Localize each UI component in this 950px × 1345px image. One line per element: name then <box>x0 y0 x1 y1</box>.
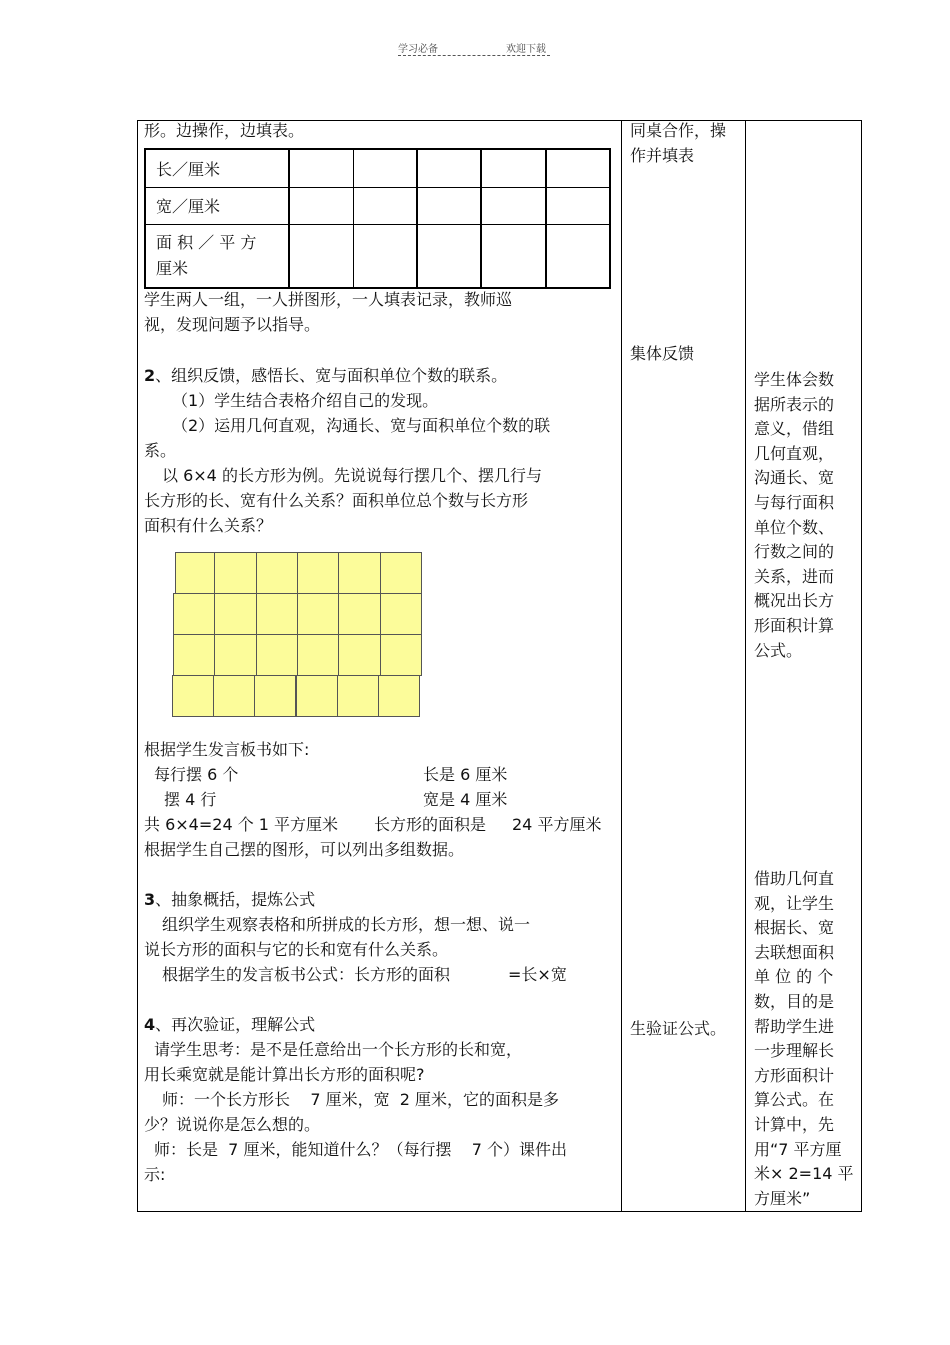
board-intro: 根据学生发言板书如下: <box>144 740 310 759</box>
unit-square <box>297 634 339 676</box>
column-divider-2 <box>745 121 746 1211</box>
column-divider-1 <box>621 121 622 1211</box>
row-label-width: 宽／厘米 <box>145 187 289 224</box>
unit-square <box>256 593 298 635</box>
table-cell <box>546 187 610 224</box>
section-4-heading <box>144 1013 315 1037</box>
unit-square <box>296 675 338 717</box>
col3-line: 借助几何直 <box>754 869 835 888</box>
board-per-row: 每行摆 6 个 <box>154 765 239 784</box>
table-cell <box>481 187 545 224</box>
col1-line0: 形。边操作，边填表。 <box>144 121 305 140</box>
unit-square <box>338 634 380 676</box>
fill-in-table <box>144 148 611 289</box>
section-4-line-4: 少？说说你是怎么想的。 <box>144 1115 321 1134</box>
board-total: 共 6×4=24 个 1 平方厘米 <box>144 815 339 834</box>
col3-line: 据所表示的 <box>754 394 835 414</box>
col3-line: 学生体会数 <box>754 370 835 389</box>
board-length: 长是 6 厘米 <box>423 765 508 784</box>
para-group-work-cont: 视，发现问题予以指导。 <box>144 315 321 334</box>
table-cell <box>289 187 353 224</box>
col3-line: 概况出长方 <box>754 591 835 611</box>
col3-line: 方形面积计 <box>754 1065 835 1085</box>
table-cell <box>353 224 417 288</box>
unit-square <box>297 552 339 594</box>
unit-square <box>338 552 380 594</box>
unit-square-grid <box>173 552 421 716</box>
table-cell <box>546 149 610 187</box>
table-row <box>145 149 610 187</box>
unit-square <box>378 675 420 717</box>
unit-square <box>214 593 256 635</box>
col2-verify: 生验证公式。 <box>630 1019 727 1038</box>
col3-line: 用“7 平方厘 <box>754 1139 842 1159</box>
unit-square <box>254 675 296 717</box>
table-cell <box>481 149 545 187</box>
col3-line: 沟通长、宽 <box>754 468 835 488</box>
section-4-line-2: 用长乘宽就是能计算出长方形的面积呢? <box>144 1065 425 1084</box>
section-2-number: 2 <box>144 366 156 385</box>
table-cell <box>289 224 353 288</box>
section-4-line-1: 请学生思考：是不是任意给出一个长方形的长和宽， <box>154 1040 523 1059</box>
table-cell <box>481 224 545 288</box>
table-cell <box>353 149 417 187</box>
section-3-title: 、抽象概括，提炼公式 <box>155 890 316 909</box>
table-cell <box>546 224 610 288</box>
section-4-line-5: 师：长是 7 厘米，能知道什么？（每行摆 7 个）课件出 <box>154 1140 568 1159</box>
col3-line: 行数之间的 <box>754 542 835 562</box>
row-label-length: 长／厘米 <box>145 149 289 187</box>
section-2-title: 、组织反馈，感悟长、宽与面积单位个数的联系。 <box>155 366 508 385</box>
col3-intent-2 <box>754 867 854 1211</box>
table-cell <box>289 149 353 187</box>
col3-line: 意义，借组 <box>754 419 835 439</box>
unit-square <box>256 552 298 594</box>
board-note: 根据学生自己摆的图形，可以列出多组数据。 <box>144 840 465 859</box>
section-4-line-6: 示: <box>144 1165 166 1184</box>
section-2-item-1: （1）学生结合表格介绍自己的发现。 <box>172 391 439 410</box>
board-area-label: 长方形的面积是 <box>374 815 487 834</box>
table-cell <box>353 187 417 224</box>
col3-line: 观，让学生 <box>754 893 835 913</box>
section-4-number: 4 <box>144 1015 156 1034</box>
col2-activity-1-cont: 作并填表 <box>630 146 695 165</box>
section-4-title: 、再次验证，理解公式 <box>155 1015 316 1034</box>
unit-square <box>173 634 215 676</box>
table-cell <box>417 149 481 187</box>
section-3-line-1: 组织学生观察表格和所拼成的长方形，想一想、说一 <box>162 915 531 934</box>
row-label-area-line1: 面 积 ／ 平 方 <box>156 232 257 252</box>
table-cell <box>417 224 481 288</box>
col2-activity-1: 同桌合作，操 <box>630 121 727 140</box>
unit-square <box>297 593 339 635</box>
section-2-heading <box>144 364 507 388</box>
col3-line: 数，目的是 <box>754 991 835 1011</box>
col3-line: 单 位 的 个 <box>754 967 834 987</box>
unit-square <box>380 593 422 635</box>
board-area-value: 24 平方厘米 <box>512 815 602 834</box>
section-3-number: 3 <box>144 890 156 909</box>
unit-square <box>380 552 422 594</box>
col3-intent-1 <box>754 368 854 663</box>
section-3-formula: =长×宽 <box>508 965 567 984</box>
col3-line: 公式。 <box>754 640 803 660</box>
col3-line: 去联想面积 <box>754 942 835 962</box>
section-2-example-1: 以 6×4 的长方形为例。先说说每行摆几个、摆几行与 <box>162 466 542 485</box>
col3-line: 算公式。在 <box>754 1090 835 1110</box>
section-3-line-2: 说长方形的面积与它的长和宽有什么关系。 <box>144 940 449 959</box>
para-group-work: 学生两人一组，一人拼图形，一人填表记录，教师巡 <box>144 290 513 309</box>
section-3-formula-label: 根据学生的发言板书公式：长方形的面积 <box>162 965 451 984</box>
section-2-item-2: （2）运用几何直观，沟通长、宽与面积单位个数的联 <box>172 416 551 435</box>
unit-square <box>173 593 215 635</box>
col3-line: 帮助学生进 <box>754 1016 835 1036</box>
col3-line: 根据长、宽 <box>754 918 835 938</box>
col3-line: 单位个数、 <box>754 517 835 537</box>
col3-line: 一步理解长 <box>754 1041 835 1061</box>
section-4-line-3: 师：一个长方形长 7 厘米，宽 2 厘米，它的面积是多 <box>162 1090 560 1109</box>
section-2-example-3: 面积有什么关系？ <box>144 516 273 535</box>
unit-square <box>256 634 298 676</box>
table-cell <box>417 187 481 224</box>
header-divider <box>398 55 550 56</box>
col2-feedback: 集体反馈 <box>630 344 695 363</box>
unit-square <box>338 593 380 635</box>
board-width: 宽是 4 厘米 <box>423 790 508 809</box>
col3-line: 与每行面积 <box>754 492 835 512</box>
col3-line: 形面积计算 <box>754 615 835 635</box>
row-label-area <box>145 224 289 288</box>
unit-square <box>175 552 217 594</box>
board-rows: 摆 4 行 <box>164 790 217 809</box>
unit-square <box>214 634 256 676</box>
col3-line: 计算中，先 <box>754 1114 835 1134</box>
col3-line: 方厘米” <box>754 1188 811 1208</box>
row-label-area-line2: 厘米 <box>156 258 189 278</box>
unit-square <box>337 675 379 717</box>
col3-line: 几何直观， <box>754 443 835 463</box>
col3-line: 米× 2=14 平 <box>754 1164 854 1184</box>
col3-line: 关系，进而 <box>754 566 835 586</box>
header-right: 欢迎下载 <box>506 44 546 55</box>
table-row <box>145 187 610 224</box>
table-row <box>145 224 610 288</box>
header-left: 学习必备 <box>398 44 438 55</box>
unit-square <box>213 675 255 717</box>
unit-square <box>380 634 422 676</box>
unit-square <box>214 552 256 594</box>
section-3-heading <box>144 888 315 912</box>
unit-square <box>172 675 214 717</box>
section-2-item-2-cont: 系。 <box>144 441 177 460</box>
section-2-example-2: 长方形的长、宽有什么关系？面积单位总个数与长方形 <box>144 491 529 510</box>
